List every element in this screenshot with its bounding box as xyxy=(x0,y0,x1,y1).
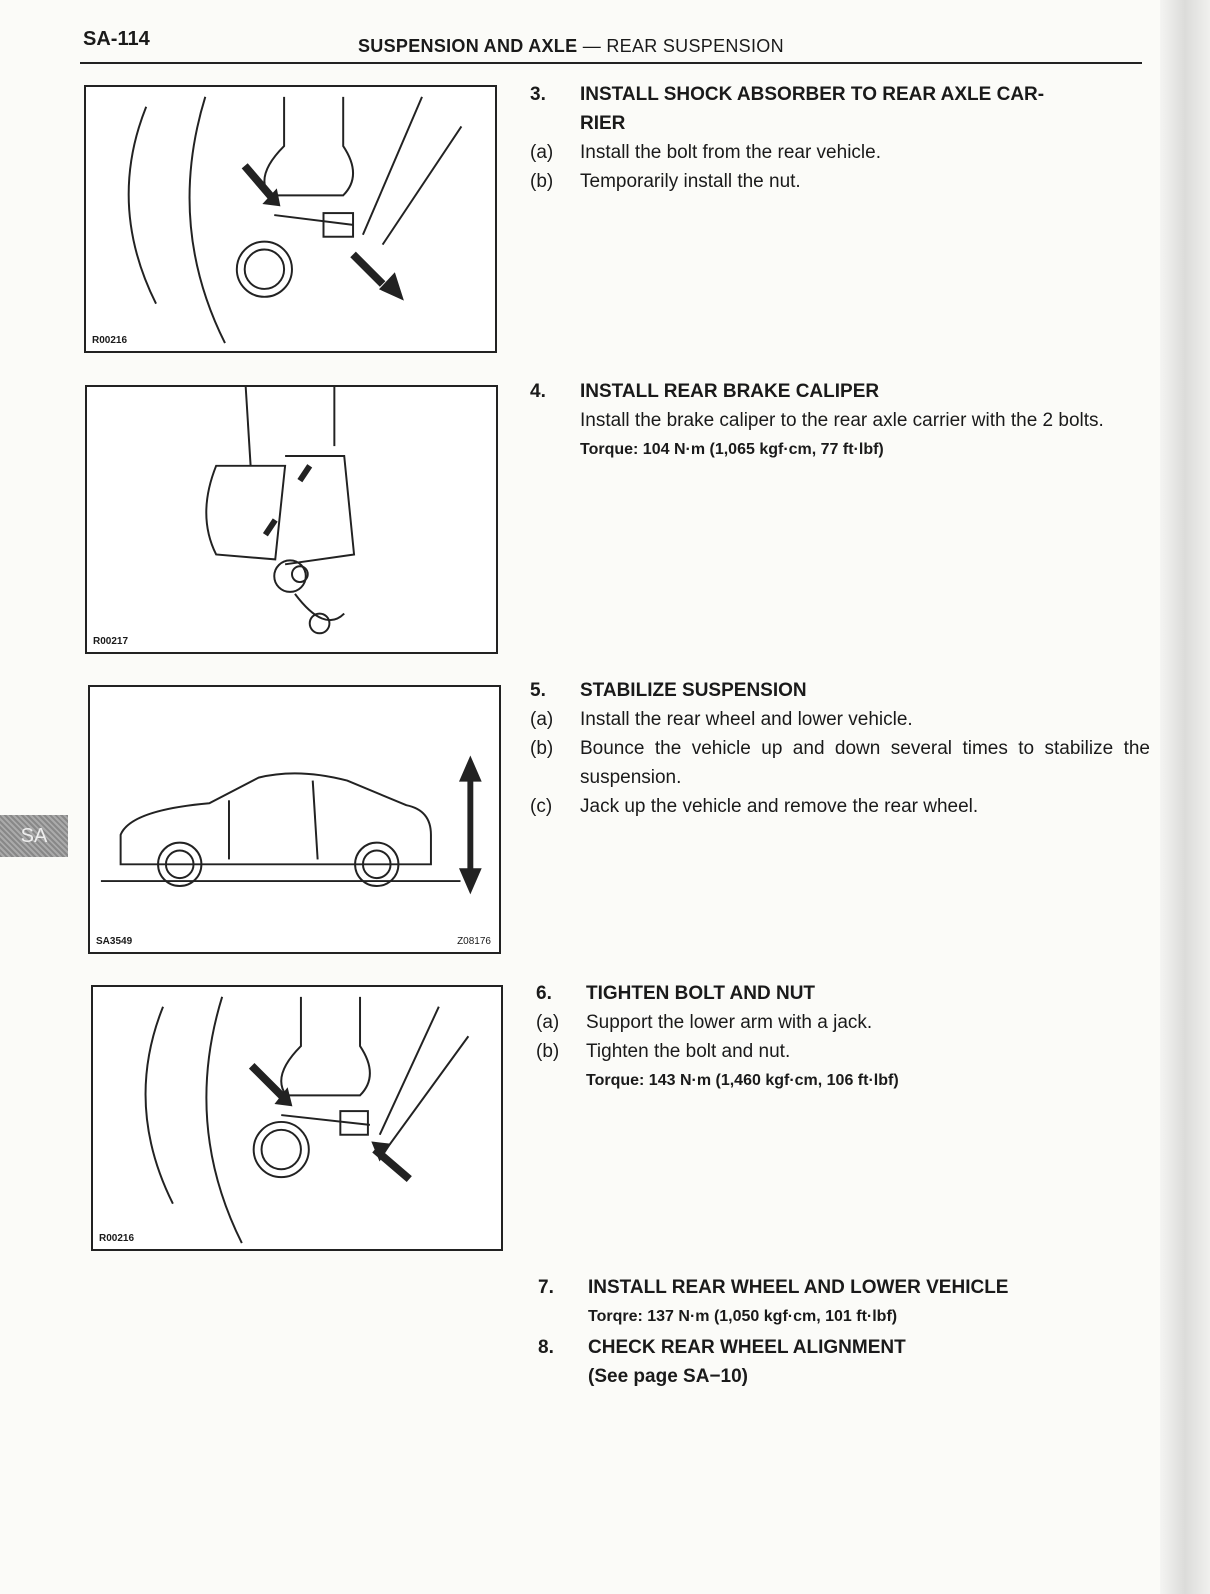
substep-label: (a) xyxy=(530,709,554,730)
step-title: TIGHTEN BOLT AND NUT xyxy=(586,983,816,1004)
step-title: INSTALL SHOCK ABSORBER TO REAR AXLE CAR- xyxy=(580,84,1045,105)
step-title: STABILIZE SUSPENSION xyxy=(580,680,807,701)
page-edge xyxy=(1160,0,1210,1594)
figure-id: R00216 xyxy=(99,1233,135,1244)
step-number: 8. xyxy=(538,1337,554,1358)
figure-tighten-bolt xyxy=(91,985,503,1251)
step-number: 7. xyxy=(538,1277,554,1298)
figure-bounce-vehicle xyxy=(88,685,501,954)
step-number: 6. xyxy=(536,983,552,1004)
substep xyxy=(530,792,1150,821)
figure-brake-caliper xyxy=(85,385,498,654)
substep xyxy=(536,1037,1156,1066)
substep-text: Install the rear wheel and lower vehicle. xyxy=(580,709,913,730)
substep-text: Tighten the bolt and nut. xyxy=(586,1041,791,1062)
substep-text: Jack up the vehicle and remove the rear wheel. xyxy=(580,796,979,817)
substep-text: Support the lower arm with a jack. xyxy=(586,1012,873,1033)
step-number: 5. xyxy=(530,680,546,701)
step-6 xyxy=(536,979,1156,1095)
substep-label: (a) xyxy=(536,1012,560,1033)
substep-text: Bounce the vehicle up and down several times to stabilize the suspension. xyxy=(580,738,1150,788)
title-separator: — xyxy=(582,36,602,56)
step-4 xyxy=(530,377,1150,464)
shock-bolt-illustration xyxy=(86,87,495,351)
figure-id: SA3549 xyxy=(96,936,133,947)
step-5 xyxy=(530,676,1150,821)
substep-text: Temporarily install the nut. xyxy=(580,171,801,192)
figure-id: R00216 xyxy=(92,335,128,346)
figure-id-secondary: Z08176 xyxy=(457,936,491,947)
step-title-cont: RIER xyxy=(580,113,626,134)
substep xyxy=(536,1008,1156,1037)
figure-shock-absorber-install xyxy=(84,85,497,353)
car-side-illustration xyxy=(90,687,499,952)
substep-label: (b) xyxy=(536,1041,560,1062)
substep-text: Install the bolt from the rear vehicle. xyxy=(580,142,881,163)
step-3 xyxy=(530,80,1150,196)
torque-spec: Torque: 143 N·m (1,460 kgf·cm, 106 ft·lbf) xyxy=(586,1072,899,1089)
step-title: CHECK REAR WHEEL ALIGNMENT xyxy=(588,1337,906,1358)
section-title: SUSPENSION AND AXLE xyxy=(358,36,578,56)
substep xyxy=(530,138,1150,167)
substep-label: (b) xyxy=(530,738,554,759)
substep xyxy=(530,734,1150,792)
step-number: 4. xyxy=(530,381,546,402)
header-rule xyxy=(80,62,1142,64)
substep-label: (c) xyxy=(530,796,553,817)
figure-id: R00217 xyxy=(93,636,129,647)
subsection-title: REAR SUSPENSION xyxy=(606,36,784,56)
step-7 xyxy=(538,1273,1158,1331)
shock-bolt-illustration xyxy=(93,987,501,1249)
page-number: SA-114 xyxy=(83,28,150,50)
torque-spec: Torque: 104 N·m (1,065 kgf·cm, 77 ft·lbf) xyxy=(580,441,884,458)
step-number: 3. xyxy=(530,84,546,105)
step-body: Install the brake caliper to the rear axle carrier with the 2 bolts. xyxy=(580,410,1104,431)
substep xyxy=(530,705,1150,734)
step-8 xyxy=(538,1333,1158,1391)
substep-label: (a) xyxy=(530,142,554,163)
step-title: INSTALL REAR WHEEL AND LOWER VEHICLE xyxy=(588,1277,1009,1298)
page-reference: (See page SA−10) xyxy=(588,1366,748,1387)
torque-spec: Torqre: 137 N·m (1,050 kgf·cm, 101 ft·lbf) xyxy=(588,1308,898,1325)
substep-label: (b) xyxy=(530,171,554,192)
brake-caliper-illustration xyxy=(87,387,496,652)
step-title: INSTALL REAR BRAKE CALIPER xyxy=(580,381,880,402)
page-title xyxy=(358,36,784,57)
substep xyxy=(530,167,1150,196)
section-tab: SA xyxy=(0,815,68,857)
